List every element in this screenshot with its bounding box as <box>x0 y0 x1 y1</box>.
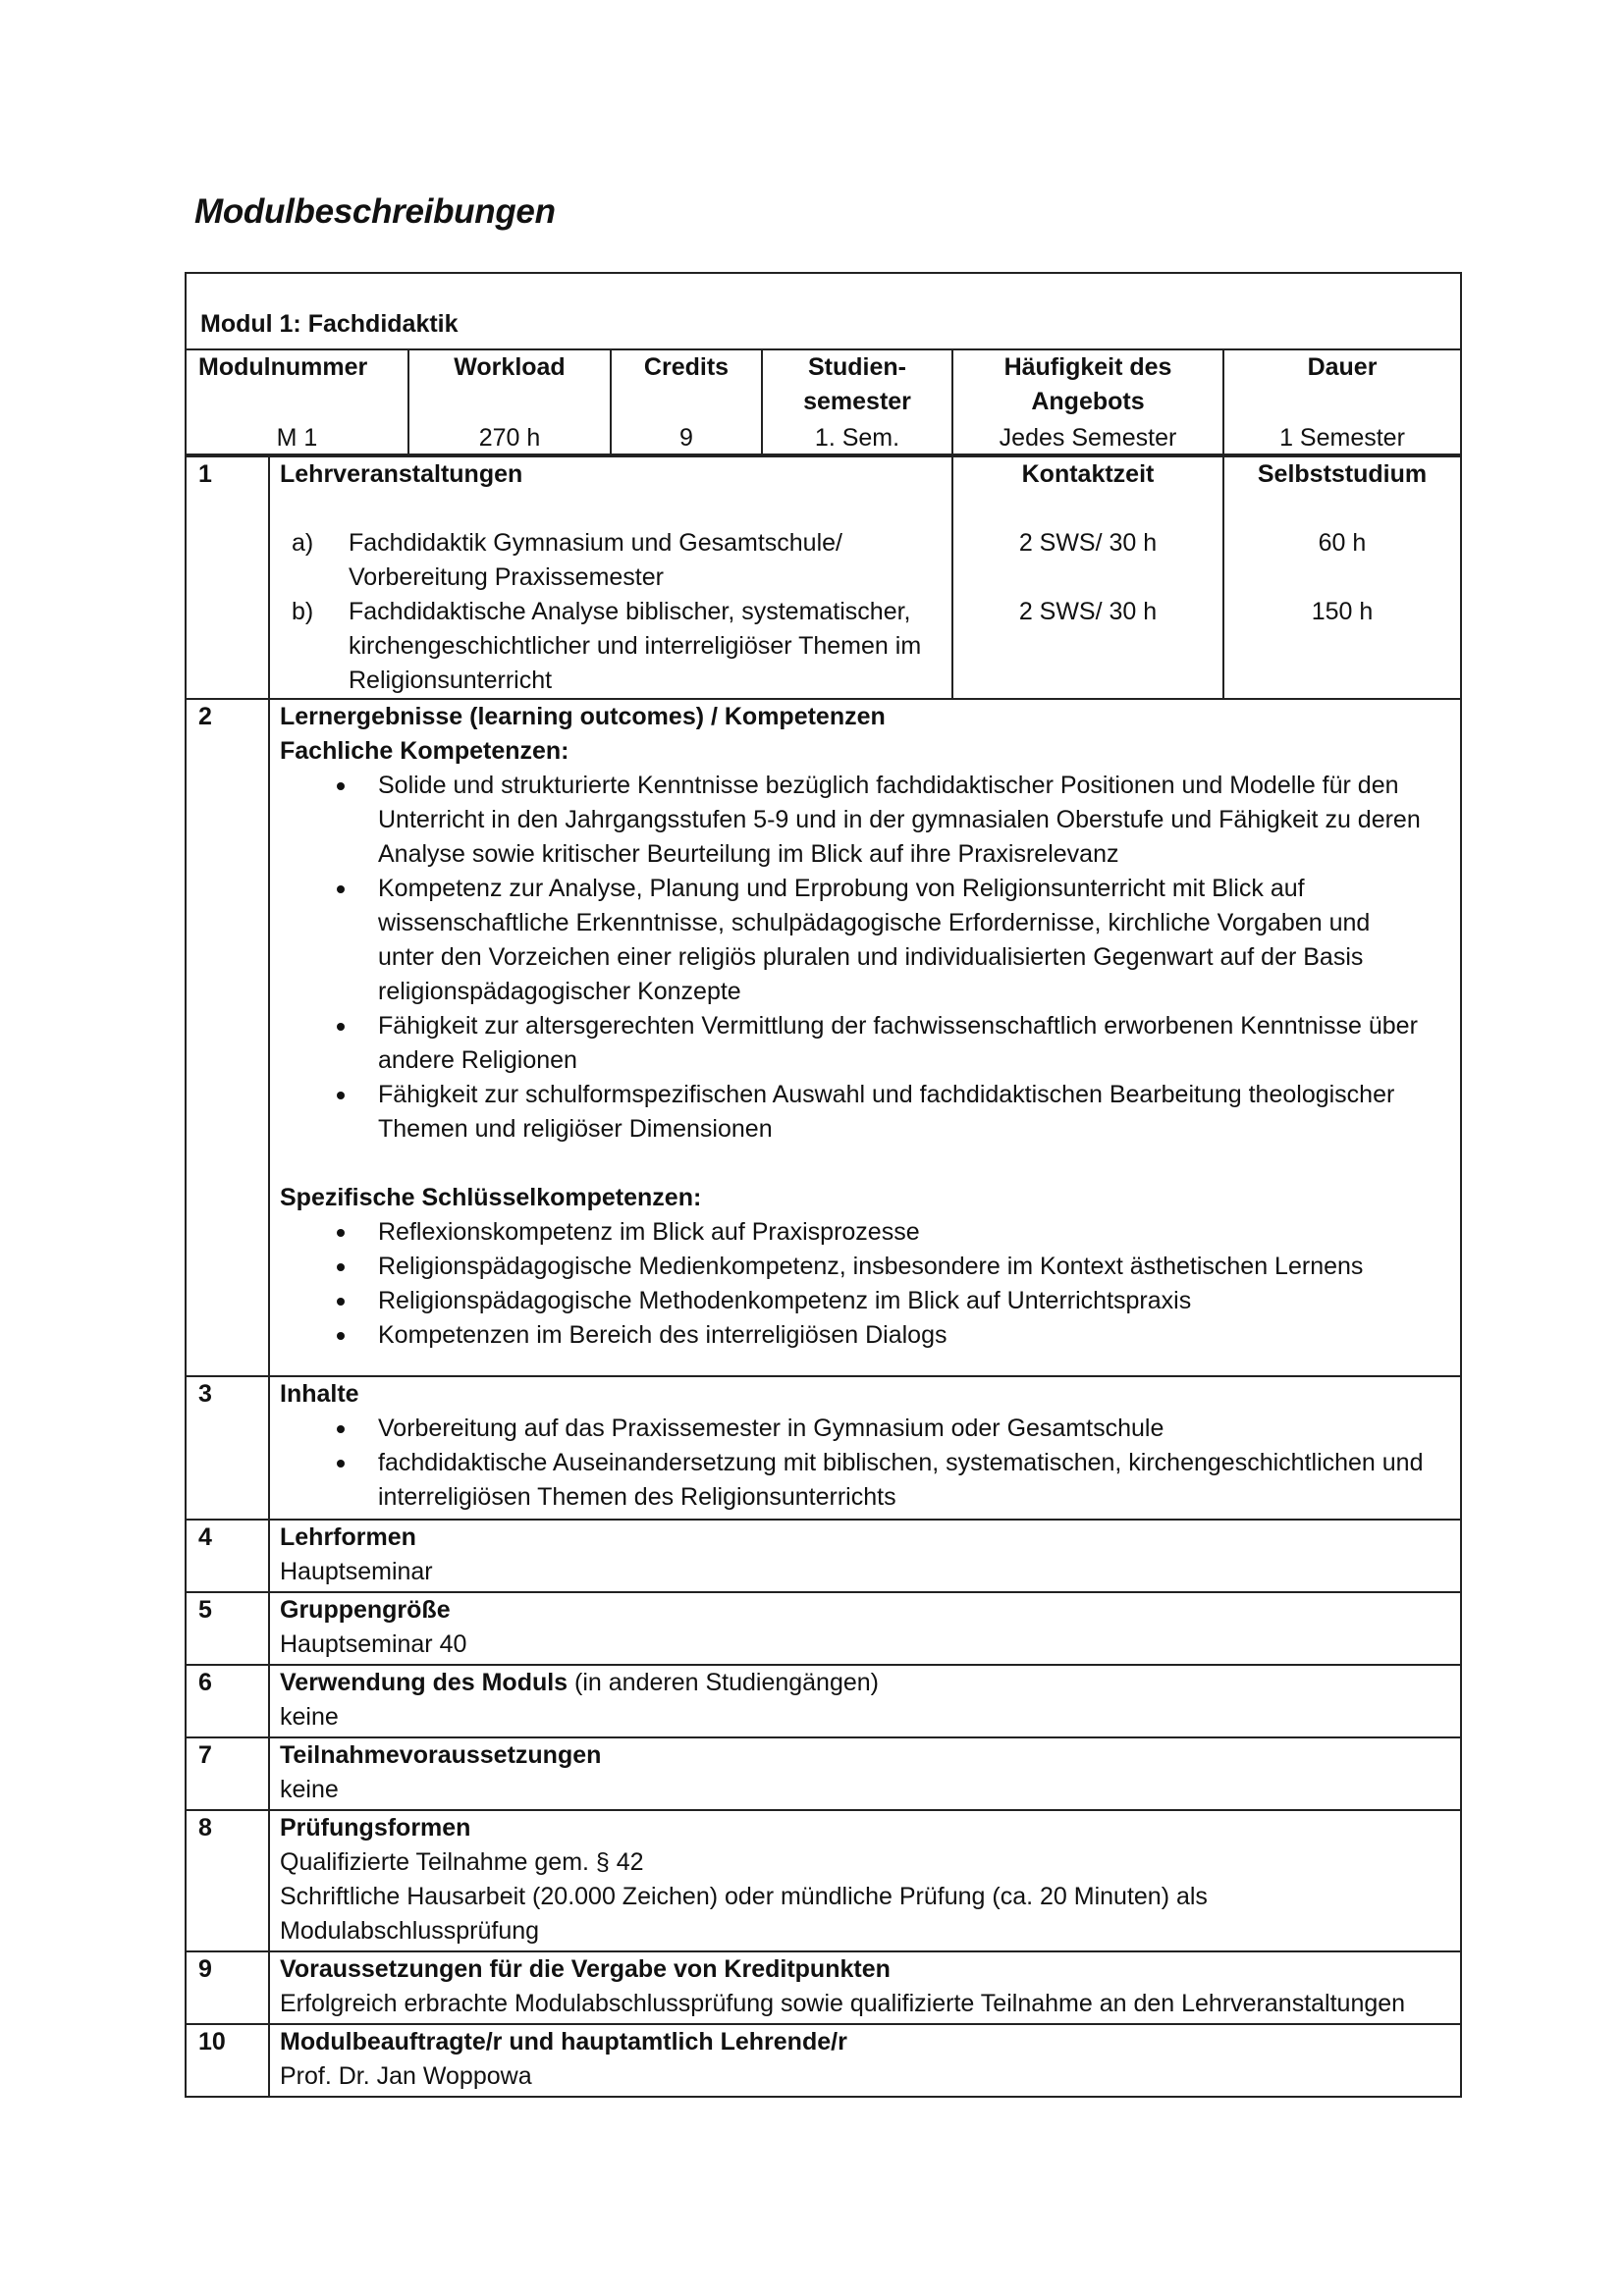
section-6 <box>187 1665 1460 1737</box>
module-table <box>185 272 1462 2098</box>
section-8 <box>187 1810 1460 1951</box>
header-credits <box>611 350 762 454</box>
header-haeufigkeit <box>952 350 1223 454</box>
section-1-number: 1 <box>187 456 269 698</box>
module-title: Modul 1: Fachdidaktik <box>187 274 1460 350</box>
section-4 <box>187 1520 1460 1592</box>
list-item-line: Themen und religiöser Dimensionen <box>378 1115 773 1143</box>
list-item: Religionspädagogische Medienkompetenz, insbesondere im Kontext ästhetischen Lernens <box>378 1250 1450 1284</box>
header-dauer-value: 1 Semester <box>1279 424 1405 452</box>
list-item-line: unter den Vorzeichen einer religiös pluralen und individualisierten Gegenwart auf der Basis <box>378 943 1364 971</box>
section-1-selbststudium <box>1223 456 1460 698</box>
section-2-title: Lernergebnisse (learning outcomes) / Kompetenzen <box>280 703 886 730</box>
section-1 <box>187 455 1460 698</box>
page-title: Modulbeschreibungen <box>194 192 556 231</box>
section-6-content <box>269 1665 1460 1737</box>
section-8-line: Modulabschlussprüfung <box>280 1917 540 1945</box>
header-modulnummer-value: M 1 <box>276 424 318 452</box>
header-workload <box>408 350 611 454</box>
selbststudium-label: Selbststudium <box>1257 460 1428 488</box>
sections-2-10 <box>187 698 1460 2096</box>
header-workload-value: 270 h <box>478 424 541 452</box>
section-6-text: keine <box>280 1703 339 1731</box>
section-5-title: Gruppengröße <box>280 1596 451 1624</box>
section-8-line: Schriftliche Hausarbeit (20.000 Zeichen) oder mündliche Prüfung (ca. 20 Minuten) als <box>280 1883 1208 1910</box>
list-item <box>378 1078 1450 1147</box>
list-item-line: Kompetenz zur Analyse, Planung und Erprobung von Religionsunterricht mit Blick auf <box>378 875 1305 902</box>
section-10-number: 10 <box>187 2024 269 2096</box>
section-1-kontaktzeit <box>952 456 1223 698</box>
header-haeufigkeit-label-1: Häufigkeit des <box>1003 353 1172 381</box>
list-item <box>378 769 1450 872</box>
section-4-title: Lehrformen <box>280 1523 416 1551</box>
section-8-line: Qualifizierte Teilnahme gem. § 42 <box>280 1848 644 1876</box>
lv-item-b <box>280 595 942 698</box>
kontaktzeit-label: Kontaktzeit <box>1021 460 1155 488</box>
list-item <box>378 872 1450 1009</box>
section-5 <box>187 1592 1460 1665</box>
section-3-title: Inhalte <box>280 1380 359 1408</box>
section-4-content <box>269 1520 1460 1592</box>
section-4-text: Hauptseminar <box>280 1558 433 1585</box>
spezifische-kompetenzen-list <box>280 1215 1450 1353</box>
lv-item-b-line: kirchengeschichtlicher und interreligiöser Themen im <box>349 632 922 660</box>
header-credits-value: 9 <box>679 424 693 452</box>
header-haeufigkeit-value: Jedes Semester <box>999 424 1177 452</box>
lv-item-a-line: Fachdidaktik Gymnasium und Gesamtschule/ <box>349 529 842 557</box>
section-9-content <box>269 1951 1460 2024</box>
list-item-line: andere Religionen <box>378 1046 577 1074</box>
list-item <box>378 1446 1450 1515</box>
section-9-number: 9 <box>187 1951 269 2024</box>
selbststudium-b: 150 h <box>1311 598 1374 625</box>
section-2 <box>187 699 1460 1376</box>
section-5-text: Hauptseminar 40 <box>280 1630 467 1658</box>
list-item-line: Analyse sowie kritischer Beurteilung im Blick auf ihre Praxisrelevanz <box>378 840 1119 868</box>
lv-item-a-letter: a) <box>292 529 314 557</box>
section-10-title: Modulbeauftragte/r und hauptamtlich Lehrende/r <box>280 2028 847 2056</box>
header-studiensemester-label-2: semester <box>803 388 911 415</box>
section-10-content <box>269 2024 1460 2096</box>
fachliche-kompetenzen-list <box>280 769 1450 1147</box>
header-haeufigkeit-label-2: Angebots <box>1031 388 1145 415</box>
list-item-line: Fähigkeit zur altersgerechten Vermittlung der fachwissenschaftlich erworbenen Kenntnisse über <box>378 1012 1418 1040</box>
section-5-content <box>269 1592 1460 1665</box>
list-item-line: religionspädagogischer Konzepte <box>378 978 741 1005</box>
section-7-number: 7 <box>187 1737 269 1810</box>
section-2-content <box>269 699 1460 1376</box>
list-item <box>378 1009 1450 1078</box>
section-8-number: 8 <box>187 1810 269 1951</box>
header-studiensemester-value: 1. Sem. <box>814 424 900 452</box>
section-7-content <box>269 1737 1460 1810</box>
section-1-title: Lehrveranstaltungen <box>280 460 523 488</box>
section-6-title-suffix: (in anderen Studiengängen) <box>568 1669 880 1696</box>
section-4-number: 4 <box>187 1520 269 1592</box>
list-item: Kompetenzen im Bereich des interreligiösen Dialogs <box>378 1318 1450 1353</box>
section-3-content <box>269 1376 1460 1520</box>
header-credits-label: Credits <box>643 353 730 381</box>
section-7 <box>187 1737 1460 1810</box>
section-10-text: Prof. Dr. Jan Woppowa <box>280 2062 532 2090</box>
spezifische-kompetenzen-title: Spezifische Schlüsselkompetenzen: <box>280 1184 702 1211</box>
lv-item-a-line: Vorbereitung Praxissemester <box>349 563 664 591</box>
list-item-line: interreligiösen Themen des Religionsunterrichts <box>378 1483 896 1511</box>
section-2-number: 2 <box>187 699 269 1376</box>
lv-item-b-line: Religionsunterricht <box>349 667 553 694</box>
section-7-text: keine <box>280 1776 339 1803</box>
section-7-title: Teilnahmevoraussetzungen <box>280 1741 602 1769</box>
section-5-number: 5 <box>187 1592 269 1665</box>
section-9-title: Voraussetzungen für die Vergabe von Kreditpunkten <box>280 1955 891 1983</box>
header-workload-label: Workload <box>454 353 566 381</box>
header-studiensemester <box>762 350 952 454</box>
section-3 <box>187 1376 1460 1520</box>
section-9-text: Erfolgreich erbrachte Modulabschlussprüfung sowie qualifizierte Teilnahme an den Lehrveranstaltungen <box>280 1990 1406 2017</box>
section-6-number: 6 <box>187 1665 269 1737</box>
lv-item-a <box>280 526 942 595</box>
list-item: Reflexionskompetenz im Blick auf Praxisprozesse <box>378 1215 1450 1250</box>
lv-item-b-line: Fachdidaktische Analyse biblischer, systematischer, <box>349 598 911 625</box>
section-8-content <box>269 1810 1460 1951</box>
list-item-line: wissenschaftliche Erkenntnisse, schulpädagogische Erfordernisse, kirchliche Vorgaben und <box>378 909 1371 936</box>
fachliche-kompetenzen-title: Fachliche Kompetenzen: <box>280 737 569 765</box>
lv-item-b-letter: b) <box>292 598 314 625</box>
module-header-grid <box>187 350 1460 455</box>
list-item-line: Vorbereitung auf das Praxissemester in Gymnasium oder Gesamtschule <box>378 1415 1164 1442</box>
list-item-line: Unterricht in den Jahrgangsstufen 5-9 und in der gymnasialen Oberstufe und Fähigkeit zu deren <box>378 806 1421 833</box>
kontaktzeit-a: 2 SWS/ 30 h <box>1018 529 1158 557</box>
header-dauer-label: Dauer <box>1307 353 1378 381</box>
section-8-title: Prüfungsformen <box>280 1814 471 1842</box>
header-dauer <box>1223 350 1460 454</box>
section-10 <box>187 2024 1460 2096</box>
section-3-number: 3 <box>187 1376 269 1520</box>
header-modulnummer-label: Modulnummer <box>198 353 368 381</box>
header-modulnummer <box>187 350 408 454</box>
section-9 <box>187 1951 1460 2024</box>
header-studiensemester-label-1: Studien- <box>808 353 906 381</box>
list-item: Religionspädagogische Methodenkompetenz im Blick auf Unterrichtspraxis <box>378 1284 1450 1318</box>
list-item-line: fachdidaktische Auseinandersetzung mit biblischen, systematischen, kirchengeschichtlichen und <box>378 1449 1424 1476</box>
kontaktzeit-b: 2 SWS/ 30 h <box>1018 598 1158 625</box>
selbststudium-a: 60 h <box>1318 529 1367 557</box>
section-1-content <box>269 456 952 698</box>
list-item-line: Fähigkeit zur schulformspezifischen Auswahl und fachdidaktischen Bearbeitung theologischer <box>378 1081 1395 1108</box>
list-item <box>378 1412 1450 1446</box>
section-6-title: Verwendung des Moduls <box>280 1669 568 1696</box>
list-item-line: Solide und strukturierte Kenntnisse bezüglich fachdidaktischer Positionen und Modelle für den <box>378 772 1399 799</box>
inhalte-list <box>280 1412 1450 1515</box>
